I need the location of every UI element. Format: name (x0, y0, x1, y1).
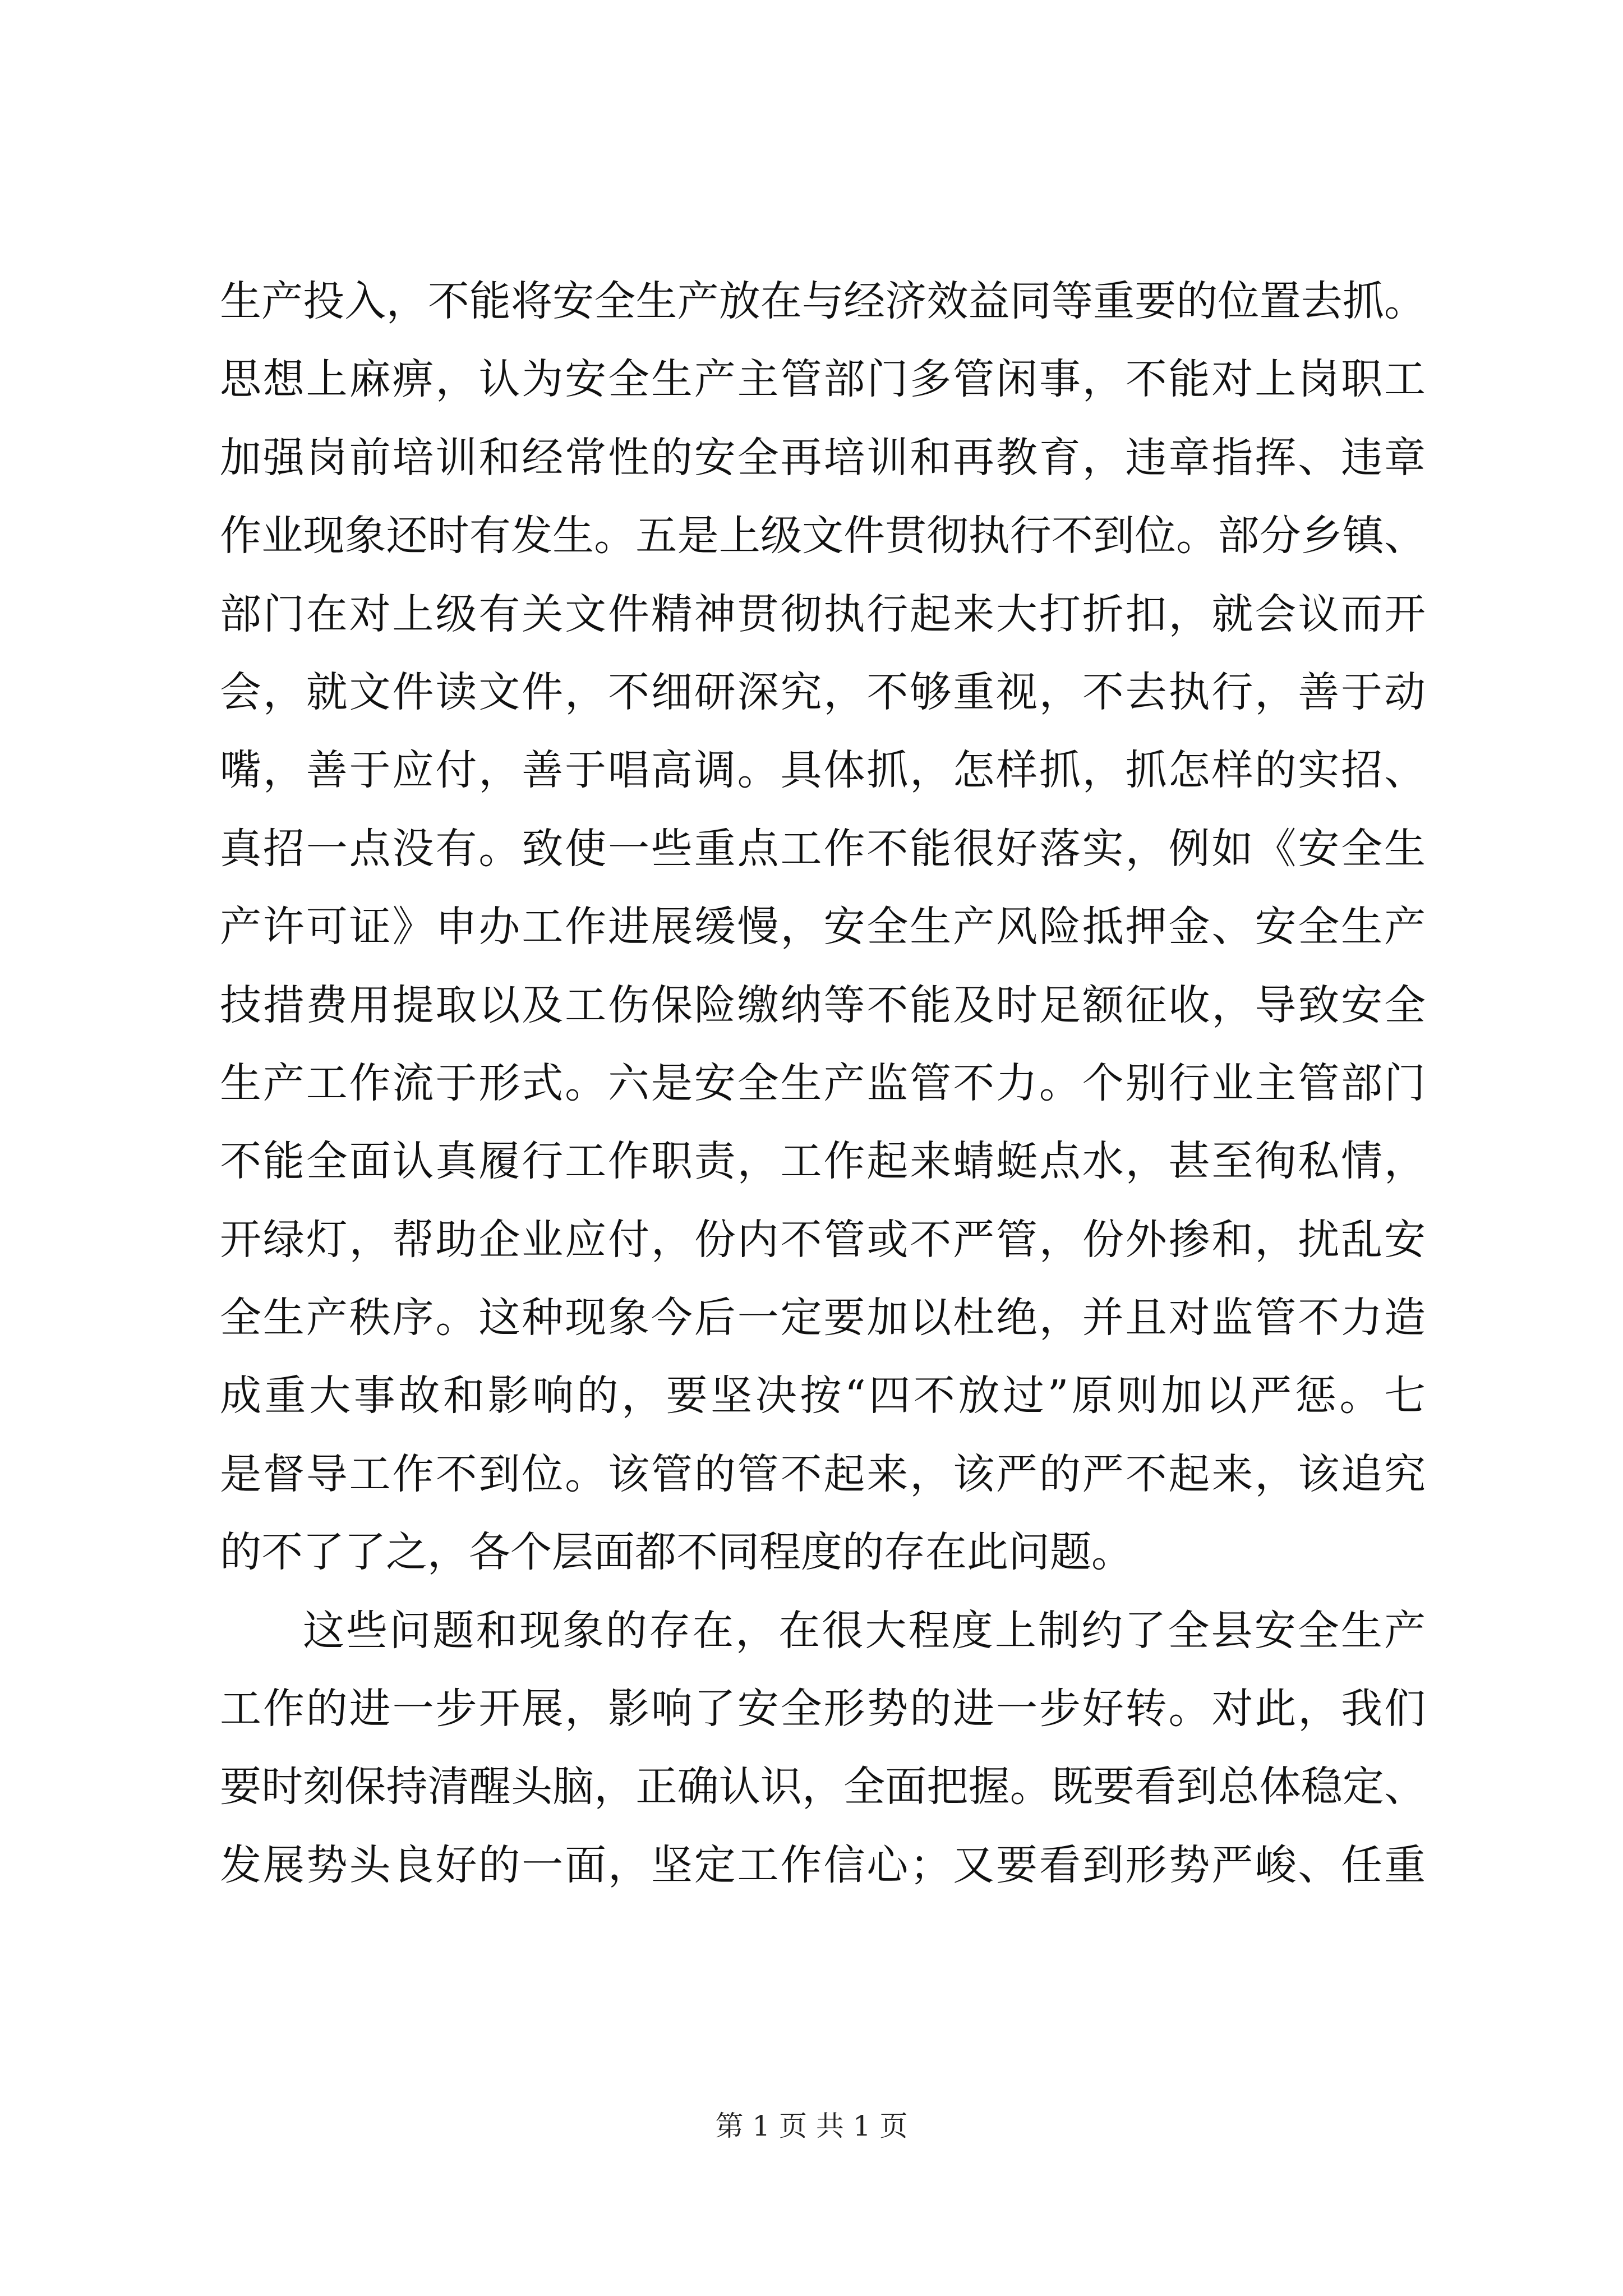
text-line: 不能全面认真履行工作职责，工作起来蜻蜓点水，甚至徇私情， (220, 1137, 1426, 1186)
text-line: 作业现象还时有发生。五是上级文件贯彻执行不到位。部分乡镇、 (220, 512, 1426, 560)
text-line: 是督导工作不到位。该管的管不起来，该严的严不起来，该追究 (220, 1450, 1426, 1498)
page-footer: 第 1 页 共 1 页 (715, 2110, 908, 2142)
text-line: 生产工作流于形式。六是安全生产监管不力。个别行业主管部门 (220, 1059, 1426, 1107)
text-line: 的不了了之，各个层面都不同程度的存在此问题。 (220, 1528, 1133, 1577)
document-body (220, 263, 1426, 1904)
text-line: 开绿灯，帮助企业应付，份内不管或不严管，份外掺和，扰乱安 (220, 1215, 1426, 1264)
text-line-indented: 这些问题和现象的存在，在很大程度上制约了全县安全生产 (303, 1606, 1426, 1655)
text-line: 思想上麻痹，认为安全生产主管部门多管闲事，不能对上岗职工 (220, 355, 1426, 404)
text-line: 成重大事故和影响的，要坚决按“四不放过”原则加以严惩。七 (220, 1372, 1426, 1420)
text-line: 加强岗前培训和经常性的安全再培训和再教育，违章指挥、违章 (220, 433, 1426, 482)
text-line: 工作的进一步开展，影响了安全形势的进一步好转。对此，我们 (220, 1685, 1426, 1733)
text-line: 技措费用提取以及工伤保险缴纳等不能及时足额征收，导致安全 (220, 981, 1426, 1029)
text-line: 真招一点没有。致使一些重点工作不能很好落实，例如《安全生 (220, 824, 1426, 873)
text-line: 发展势头良好的一面，坚定工作信心；又要看到形势严峻、任重 (220, 1841, 1426, 1889)
text-line: 部门在对上级有关文件精神贯彻执行起来大打折扣，就会议而开 (220, 590, 1426, 638)
text-line: 要时刻保持清醒头脑，正确认识，全面把握。既要看到总体稳定、 (220, 1763, 1426, 1811)
text-line: 嘴，善于应付，善于唱高调。具体抓，怎样抓，抓怎样的实招、 (220, 746, 1426, 795)
text-line: 产许可证》申办工作进展缓慢，安全生产风险抵押金、安全生产 (220, 903, 1426, 951)
text-line: 生产投入，不能将安全生产放在与经济效益同等重要的位置去抓。 (220, 277, 1426, 325)
text-line: 全生产秩序。这种现象今后一定要加以杜绝，并且对监管不力造 (220, 1294, 1426, 1342)
text-line: 会，就文件读文件，不细研深究，不够重视，不去执行，善于动 (220, 668, 1426, 716)
